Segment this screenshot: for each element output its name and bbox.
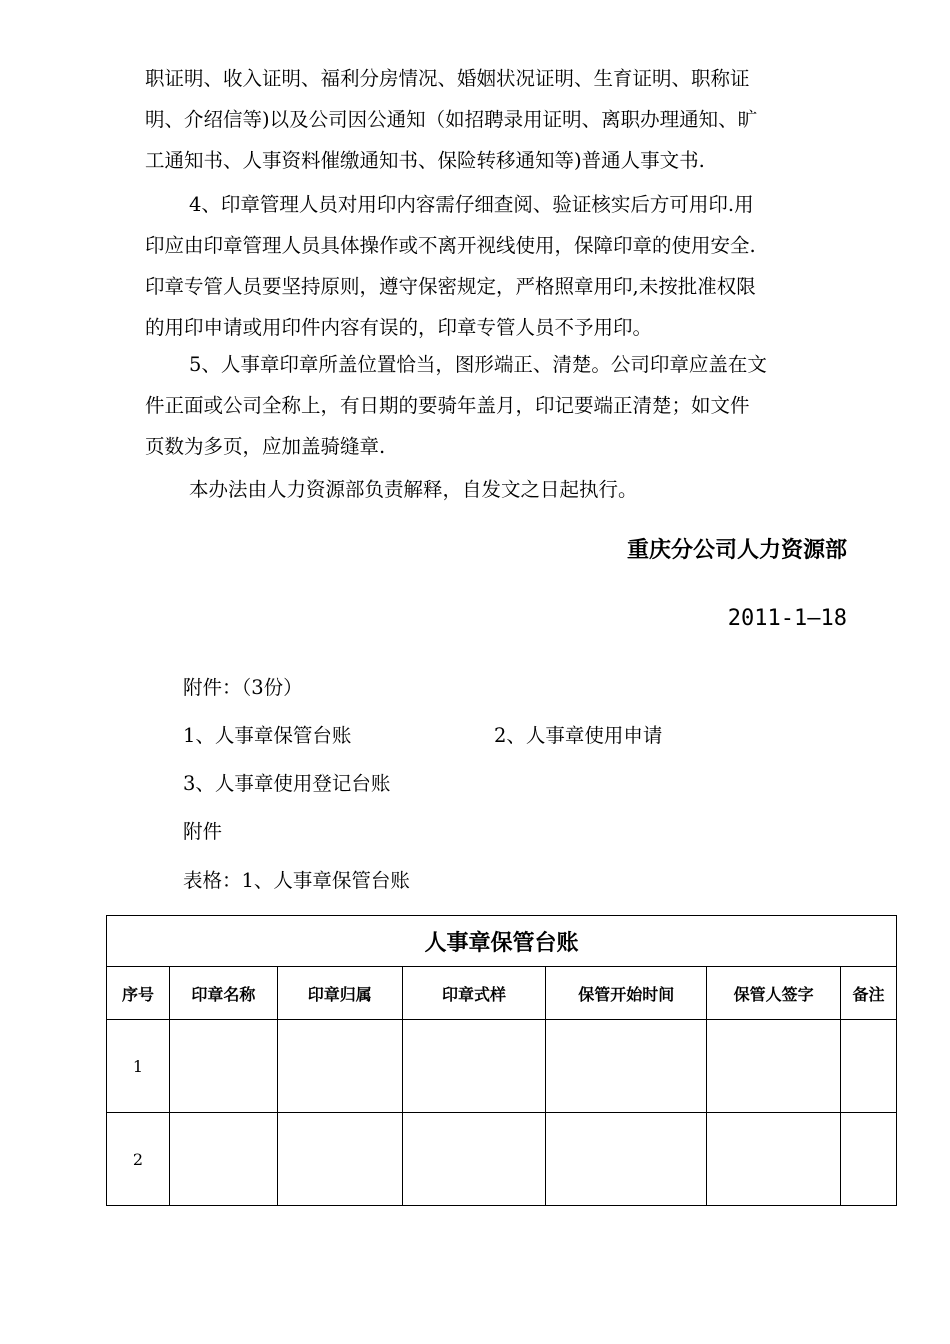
table-cell[interactable] (169, 1020, 277, 1113)
attachment-item-2: 2、人事章使用申请 (494, 724, 663, 747)
paragraph-closing (145, 469, 850, 510)
seal-custody-ledger-table (106, 915, 897, 1206)
column-header-remarks: 备注 (841, 967, 897, 1020)
signature-organization: 重庆分公司人力资源部 (626, 538, 847, 563)
table-cell[interactable] (277, 1020, 402, 1113)
paragraph-item-5 (145, 344, 850, 467)
text-line: 的用印申请或用印件内容有误的，印章专管人员不予用印。 (145, 316, 653, 339)
column-header-no: 序号 (107, 967, 170, 1020)
attachments-heading: 附件：（3份） (183, 676, 303, 699)
table-cell[interactable] (707, 1020, 841, 1113)
text-line: 印章专管人员要坚持原则，遵守保密规定，严格照章用印,未按批准权限 (145, 275, 756, 298)
row-number: 1 (107, 1020, 170, 1113)
column-header-seal-name: 印章名称 (169, 967, 277, 1020)
table-cell[interactable] (169, 1113, 277, 1206)
text-line: 职证明、收入证明、福利分房情况、婚姻状况证明、生育证明、职称证 (145, 67, 750, 90)
table-cell[interactable] (402, 1113, 546, 1206)
text-line: 5、人事章印章所盖位置恰当，图形端正、清楚。公司印章应盖在文 (189, 353, 767, 376)
column-header-custodian-signature: 保管人签字 (707, 967, 841, 1020)
table-row (107, 1113, 897, 1206)
table-row (107, 1020, 897, 1113)
text-line: 件正面或公司全称上，有日期的要骑年盖月，印记要端正清楚；如文件 (145, 394, 750, 417)
text-line: 4、印章管理人员对用印内容需仔细查阅、验证核实后方可用印.用 (189, 193, 754, 216)
table-cell[interactable] (841, 1113, 897, 1206)
table-cell[interactable] (546, 1020, 707, 1113)
paragraph-continuation (145, 58, 850, 181)
text-line: 工通知书、人事资料催缴通知书、保险转移通知等)普通人事文书. (145, 149, 705, 172)
attachment-label: 附件 (183, 820, 223, 843)
table-cell[interactable] (277, 1113, 402, 1206)
table-title: 人事章保管台账 (107, 916, 897, 967)
paragraph-item-4 (145, 184, 850, 348)
column-header-seal-owner: 印章归属 (277, 967, 402, 1020)
attachment-item-1: 1、人事章保管台账 (183, 724, 352, 747)
table-caption: 表格：1、人事章保管台账 (183, 869, 410, 892)
text-line: 明、介绍信等)以及公司因公通知（如招聘录用证明、离职办理通知、旷 (145, 108, 758, 131)
text-line: 印应由印章管理人员具体操作或不离开视线使用，保障印章的使用安全. (145, 234, 756, 257)
column-header-seal-style: 印章式样 (402, 967, 546, 1020)
table-cell[interactable] (402, 1020, 546, 1113)
attachment-item-3: 3、人事章使用登记台账 (183, 772, 391, 795)
column-header-custody-start: 保管开始时间 (546, 967, 707, 1020)
text-line: 本办法由人力资源部负责解释，自发文之日起执行。 (189, 478, 638, 501)
signature-date: 2011-1—18 (727, 606, 847, 631)
table-cell[interactable] (707, 1113, 841, 1206)
text-line: 页数为多页，应加盖骑缝章. (145, 435, 386, 458)
table-cell[interactable] (841, 1020, 897, 1113)
row-number: 2 (107, 1113, 170, 1206)
table-cell[interactable] (546, 1113, 707, 1206)
table-header-row (107, 967, 897, 1020)
